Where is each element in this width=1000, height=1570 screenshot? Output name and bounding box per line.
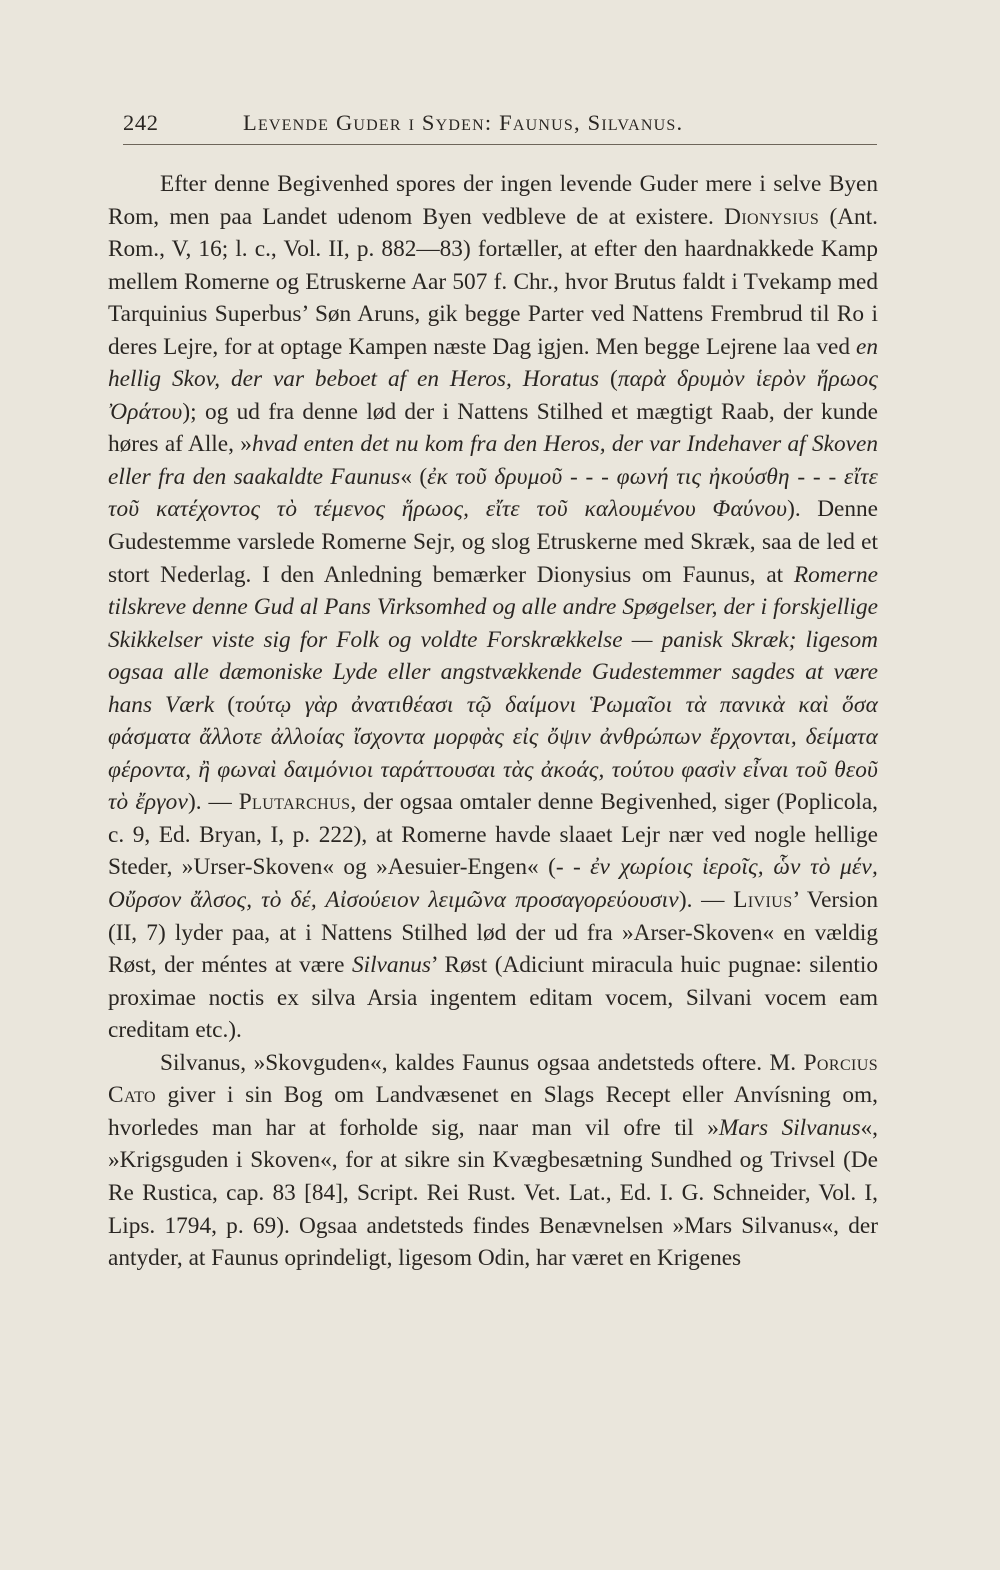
paragraph-1-run-sc: Dionysius <box>724 203 820 230</box>
paragraph-1-run-gk: τούτῳ γὰρ ἀνατιθέασι τῷ δαίμονι Ῥωμαῖοι τὰ πανικὰ καὶ ὅσα φάσματα ἄλλοτε ἀλλοίας ἴσχοντα μορφὰς εἰς ὄψιν ἀνθρώπων ἔρχονται, δείματα φέροντα, ἢ φωναὶ δαιμόνιοι ταράττουσαι τὰς ἀκοάς, τούτου φασὶν εἶναι τοῦ θεοῦ τὸ ἔργον <box>108 691 878 816</box>
paragraph-1-run-t: ). Denne Gudestemme varslede Romerne Sejr, og slog Etruskerne med Skræk, saa de led et stort Nederlag. I den Anledning bemærker Dionysius om Faunus, at <box>108 496 878 588</box>
paragraph-1-run-t: ’ Version (II, 7) lyder paa, at i Nattens Stilhed lød der ud fra »Arser-Skoven« en vældig Røst, der méntes at være <box>108 887 879 979</box>
paragraph-2-run-t: «, »Krigsguden i Skoven«, for at sikre sin Kvægbesætning Sundhed og Trivsel (De Re Rustica, cap. 83 [84], Script. Rei Rust. Vet. Lat., Ed. I. G. Schneider, Vol. I, Lips. 1794, p. 69). Ogsaa andetsteds findes Benævnelsen »Mars Silvanus«, der antyder, at Faunus oprindeligt, ligesom Odin, har været en Krigenes <box>108 1114 878 1272</box>
paragraph-1-run-t: ( <box>599 366 618 393</box>
paragraph-1-run-it: Silvanus <box>351 952 431 979</box>
paragraph-2-run-sc: Porcius Cato <box>108 1049 878 1109</box>
paragraph-1-run-gk: παρὰ δρυμὸν ἱερὸν ἥρωος Ὀράτου <box>108 366 878 425</box>
paragraph-1-run-t: (Ant. Rom., V, 16; l. c., Vol. II, p. 882—83) fortæller, at efter den haardnakkede Kamp mellem Romerne og Etruskerne Aar 507 f. Chr., hvor Brutus faldt i Tvekamp med Tarquinius Superbus’ Søn Aruns, gik begge Parter ved Nattens Frembrud til Ro i deres Lejre, for at optage Kampen næste Dag igjen. Men begge Lejrene laa ved <box>108 203 878 360</box>
paragraph-2 <box>108 1047 878 1275</box>
paragraph-2-run-it: Mars Silvanus <box>718 1114 861 1141</box>
paragraph-1-run-sc: Plutarchus <box>238 789 351 816</box>
body-text <box>108 168 878 1275</box>
paragraph-1-run-gk: ἐκ τοῦ δρυμοῦ - - - φωνή τις ἠκούσθη - - - εἴτε τοῦ κατέχοντος τὸ τέμενος ἥρωος, εἴτε τοῦ καλουμένου Φαύνου <box>108 463 878 523</box>
paragraph-1-run-t: « ( <box>400 463 428 490</box>
paragraph-1-run-it: en hellig Skov, der var beboet af en Heros, Horatus <box>108 333 878 393</box>
paragraph-1-run-it: Romerne tilskreve denne Gud al Pans Virksomhed og alle andre Spøgelser, der i forskjellige Skikkelser viste sig for Folk og voldte Forskrækkelse — panisk Skræk; ligesom ogsaa alle dæmoniske Lyde eller angstvækkende Gudestemmer sagdes at være hans Værk <box>108 561 878 718</box>
paragraph-1-run-it: hvad enten det nu kom fra den Heros, der var Indehaver af Skoven eller fra den saakaldte Faunus <box>108 431 878 490</box>
paragraph-1-run-t: ); og ud fra denne lød der i Nattens Stilhed et mægtigt Raab, der kunde høres af Alle, » <box>108 398 878 458</box>
paragraph-1-run-t: ). — <box>678 887 734 914</box>
paragraph-1-run-t: ). — <box>188 789 239 816</box>
paragraph-1-run-t: , der ogsaa omtaler denne Begivenhed, siger (Poplicola, c. 9, Ed. Bryan, I, p. 222), at Romerne havde slaaet Lejr nær ved nogle hellige Steder, »Urser-Skoven« og »Aesuier-Engen« (- - <box>108 789 878 881</box>
paragraph-1-run-t: ’ Røst (Adiciunt miracula huic pugnae: silentio proximae noctis ex silva Arsia ingentem editam vocem, Silvani vocem eam creditam etc.). <box>108 952 878 1044</box>
paragraph-2-run-t: Silvanus, »Skovguden«, kaldes Faunus ogsaa andetsteds oftere. M. <box>160 1049 804 1076</box>
paragraph-1-run-t: Efter denne Begivenhed spores der ingen levende Guder mere i selve Byen Rom, men paa Landet udenom Byen vedbleve de at existere. <box>108 171 878 230</box>
paragraph-1 <box>108 168 878 1047</box>
header-rule <box>123 144 877 145</box>
running-title: Levende Guder i Syden: Faunus, Silvanus. <box>243 110 684 135</box>
paragraph-1-run-t: ( <box>214 691 236 718</box>
paragraph-2-run-t: giver i sin Bog om Landvæsenet en Slags Recept eller Anvísning om, hvorledes man har at forholde sig, naar man vil ofre til » <box>108 1082 878 1141</box>
paragraph-1-run-sc: Livius <box>733 887 793 914</box>
paragraph-1-run-gk: ἐν χωρίοις ἱεροῖς, ὧν τὸ μέν, Οὔρσον ἄλσος, τὸ δέ, Αἰσούειον λειμῶνα προσαγορεύουσιν <box>108 854 878 914</box>
page-number: 242 <box>123 110 159 135</box>
